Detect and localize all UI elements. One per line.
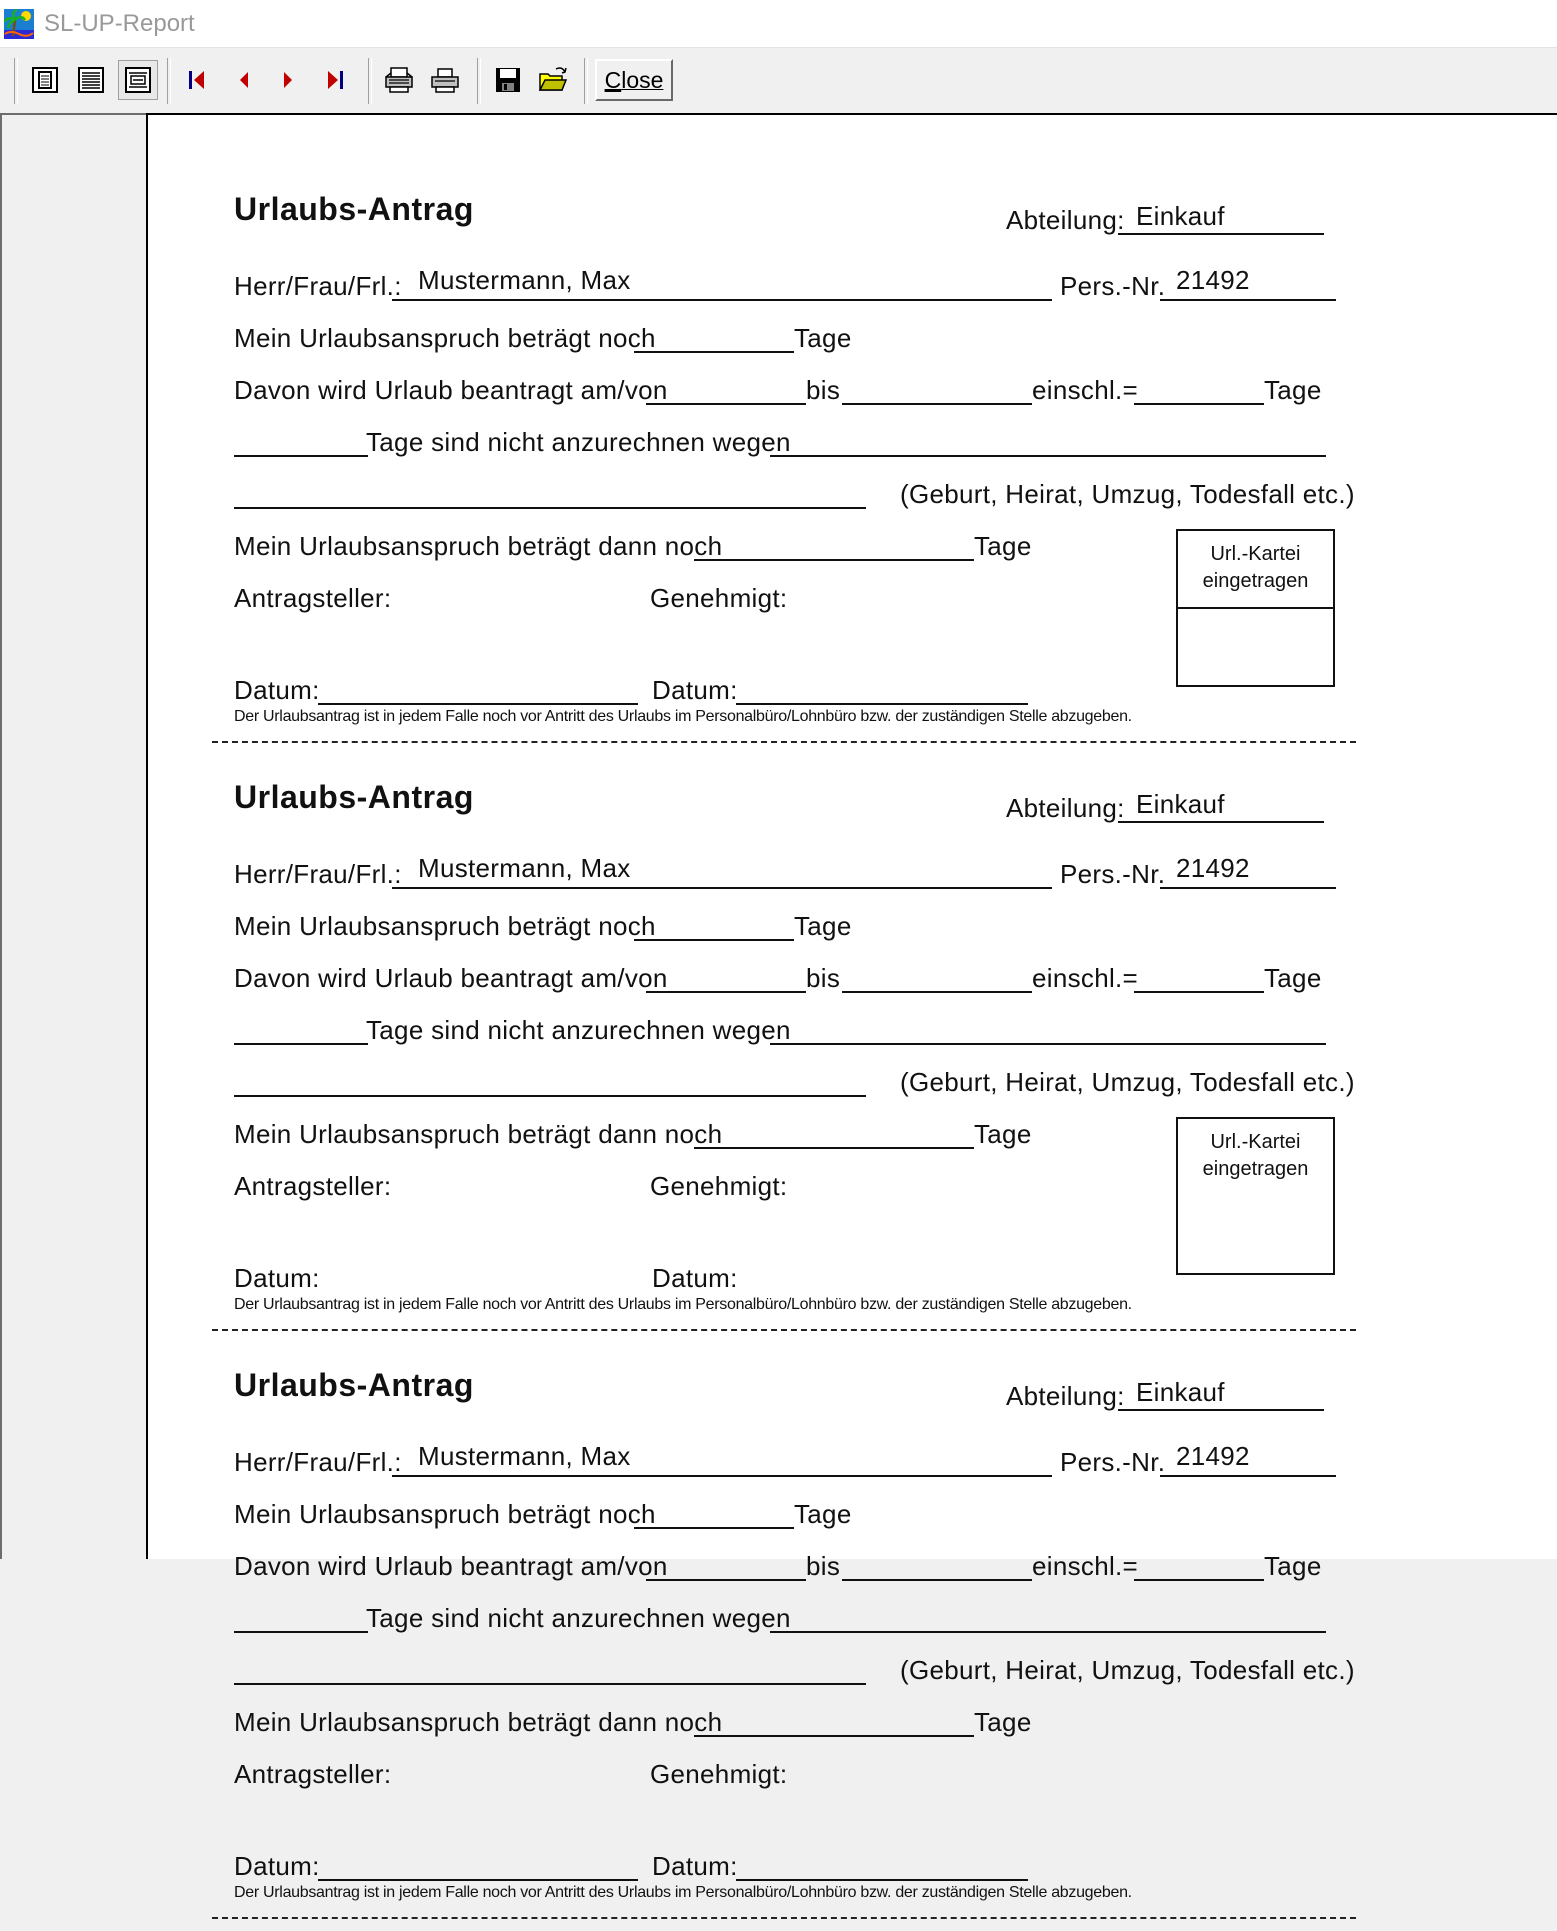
anspruch-line — [634, 351, 794, 353]
bis-line — [842, 1579, 1032, 1581]
save-icon — [494, 66, 522, 94]
app-palm-icon — [3, 8, 35, 40]
reason-line — [234, 1095, 866, 1097]
toolbar-separator — [584, 58, 588, 104]
urlaubs-antrag-form — [148, 115, 1557, 755]
datum-genehmigt-line — [736, 1879, 1028, 1881]
tage-label: Tage — [1264, 375, 1322, 405]
wegen-line — [770, 1043, 1326, 1045]
urlaubs-antrag-form — [148, 1291, 1557, 1931]
toolbar-separator — [368, 58, 372, 104]
persnr-value: 21492 — [1176, 853, 1250, 883]
toolbar-separator — [477, 58, 481, 104]
previous-page-icon — [231, 67, 257, 93]
tage-label: Tage — [1264, 963, 1322, 993]
whole-page-view-icon — [30, 65, 60, 95]
persnr-line — [1160, 887, 1336, 889]
print-icon — [429, 65, 461, 95]
anspruch-dann-label: Mein Urlaubsanspruch beträgt dann noch — [234, 531, 723, 561]
datum-label: Datum: — [234, 1263, 320, 1293]
reason-examples-note: (Geburt, Heirat, Umzug, Todesfall etc.) — [900, 1655, 1355, 1685]
previous-page-button[interactable] — [224, 60, 264, 100]
anspruch-dann-line — [694, 559, 974, 561]
tage-label: Tage — [794, 911, 852, 941]
reason-examples-note: (Geburt, Heirat, Umzug, Todesfall etc.) — [900, 1067, 1355, 1097]
anspruch-dann-line — [694, 1735, 974, 1737]
anspruch-line — [634, 939, 794, 941]
last-page-button[interactable] — [315, 60, 355, 100]
report-page — [146, 113, 1557, 1901]
abteilung-label: Abteilung: — [1006, 205, 1125, 235]
toolbar-separator — [167, 58, 171, 104]
bis-line — [842, 991, 1032, 993]
datum-label: Datum: — [652, 1263, 738, 1293]
persnr-line — [1160, 1475, 1336, 1477]
name-label: Herr/Frau/Frl.: — [234, 859, 402, 889]
toolbar-separator — [14, 58, 18, 104]
url-kartei-caption-line1: Url.-Kartei — [1210, 543, 1301, 565]
save-button[interactable] — [488, 60, 528, 100]
anspruch-dann-line — [694, 1147, 974, 1149]
einschl-label: einschl.= — [1032, 375, 1139, 405]
whole-page-view-button[interactable] — [25, 60, 65, 100]
name-value: Mustermann, Max — [418, 265, 631, 295]
next-page-icon — [275, 67, 301, 93]
url-kartei-box — [1176, 529, 1335, 687]
name-line — [392, 887, 1052, 889]
nicht-anzurechnen-label: Tage sind nicht anzurechnen wegen — [366, 1015, 791, 1045]
nicht-anzurechnen-days-line — [234, 455, 368, 457]
printer-setup-icon — [383, 65, 415, 95]
persnr-label: Pers.-Nr. — [1060, 271, 1166, 301]
nicht-anzurechnen-label: Tage sind nicht anzurechnen wegen — [366, 427, 791, 457]
name-line — [392, 1475, 1052, 1477]
title-bar — [0, 0, 1557, 47]
open-button[interactable] — [533, 60, 573, 100]
print-button[interactable] — [425, 60, 465, 100]
last-page-icon — [322, 67, 348, 93]
datum-label: Datum: — [234, 1851, 320, 1881]
abteilung-value: Einkauf — [1136, 201, 1225, 231]
form-heading: Urlaubs-Antrag — [234, 191, 474, 227]
toolbar — [0, 47, 1557, 114]
anspruch-dann-label: Mein Urlaubsanspruch beträgt dann noch — [234, 1119, 723, 1149]
datum-antragsteller-line — [318, 1879, 638, 1881]
nicht-anzurechnen-days-line — [234, 1043, 368, 1045]
einschl-label: einschl.= — [1032, 1551, 1139, 1581]
einschl-line — [1134, 1579, 1264, 1581]
form-heading: Urlaubs-Antrag — [234, 1367, 474, 1403]
reason-examples-note: (Geburt, Heirat, Umzug, Todesfall etc.) — [900, 479, 1355, 509]
footer-note: Der Urlaubsantrag ist in jedem Falle noch vor Antritt des Urlaubs im Personalbüro/Lohnbüro bzw. der zuständigen Stelle abzugeben. — [234, 1884, 1132, 1901]
first-page-button[interactable] — [177, 60, 217, 100]
name-value: Mustermann, Max — [418, 1441, 631, 1471]
form-heading: Urlaubs-Antrag — [234, 779, 474, 815]
reason-line — [234, 507, 866, 509]
genehmigt-label: Genehmigt: — [650, 583, 788, 613]
reason-line — [234, 1683, 866, 1685]
window-title: SL-UP-Report — [44, 10, 195, 37]
tage-label: Tage — [974, 1119, 1032, 1149]
persnr-value: 21492 — [1176, 265, 1250, 295]
bis-line — [842, 403, 1032, 405]
anspruch-line — [634, 1527, 794, 1529]
zoom-view-icon — [123, 65, 153, 95]
einschl-label: einschl.= — [1032, 963, 1139, 993]
cut-line — [212, 1917, 1356, 1919]
tage-label: Tage — [1264, 1551, 1322, 1581]
tage-label: Tage — [794, 1499, 852, 1529]
url-kartei-box — [1176, 1117, 1335, 1275]
bis-label: bis — [806, 963, 841, 993]
abteilung-line — [1118, 1409, 1324, 1411]
persnr-label: Pers.-Nr. — [1060, 1447, 1166, 1477]
anspruch-label: Mein Urlaubsanspruch beträgt noch — [234, 323, 656, 353]
urlaubs-antrag-form — [148, 703, 1557, 1343]
beantragt-label: Davon wird Urlaub beantragt am/von — [234, 1551, 668, 1581]
wegen-line — [770, 455, 1326, 457]
name-label: Herr/Frau/Frl.: — [234, 271, 402, 301]
nicht-anzurechnen-days-line — [234, 1631, 368, 1633]
name-line — [392, 299, 1052, 301]
bis-label: bis — [806, 1551, 841, 1581]
antragsteller-label: Antragsteller: — [234, 583, 392, 613]
einschl-line — [1134, 991, 1264, 993]
antragsteller-label: Antragsteller: — [234, 1759, 392, 1789]
zoom-view-button[interactable] — [118, 60, 158, 100]
abteilung-line — [1118, 233, 1324, 235]
tage-label: Tage — [794, 323, 852, 353]
antragsteller-label: Antragsteller: — [234, 1171, 392, 1201]
close-button[interactable] — [595, 59, 673, 101]
datum-label: Datum: — [234, 675, 320, 705]
anspruch-label: Mein Urlaubsanspruch beträgt noch — [234, 1499, 656, 1529]
footer-note: Der Urlaubsantrag ist in jedem Falle noch vor Antritt des Urlaubs im Personalbüro/Lohnbüro bzw. der zuständigen Stelle abzugeben. — [234, 1296, 1132, 1313]
von-line — [646, 1579, 806, 1581]
tage-label: Tage — [974, 1707, 1032, 1737]
url-kartei-caption-line1: Url.-Kartei — [1210, 1131, 1301, 1153]
abteilung-value: Einkauf — [1136, 1377, 1225, 1407]
datum-label: Datum: — [652, 675, 738, 705]
abteilung-label: Abteilung: — [1006, 793, 1125, 823]
next-page-button[interactable] — [268, 60, 308, 100]
abteilung-label: Abteilung: — [1006, 1381, 1125, 1411]
page-width-view-button[interactable] — [71, 60, 111, 100]
tage-label: Tage — [974, 531, 1032, 561]
anspruch-dann-label: Mein Urlaubsanspruch beträgt dann noch — [234, 1707, 723, 1737]
von-line — [646, 403, 806, 405]
first-page-icon — [184, 67, 210, 93]
abteilung-line — [1118, 821, 1324, 823]
url-kartei-caption-line2: eingetragen — [1202, 570, 1309, 592]
url-kartei-caption-line2: eingetragen — [1202, 1158, 1309, 1180]
persnr-value: 21492 — [1176, 1441, 1250, 1471]
close-button-label: Close — [604, 66, 664, 93]
printer-setup-button[interactable] — [379, 60, 419, 100]
beantragt-label: Davon wird Urlaub beantragt am/von — [234, 963, 668, 993]
open-icon — [538, 66, 568, 94]
abteilung-value: Einkauf — [1136, 789, 1225, 819]
name-label: Herr/Frau/Frl.: — [234, 1447, 402, 1477]
nicht-anzurechnen-label: Tage sind nicht anzurechnen wegen — [366, 1603, 791, 1633]
anspruch-label: Mein Urlaubsanspruch beträgt noch — [234, 911, 656, 941]
url-kartei-caption — [1178, 1129, 1333, 1183]
von-line — [646, 991, 806, 993]
footer-note: Der Urlaubsantrag ist in jedem Falle noch vor Antritt des Urlaubs im Personalbüro/Lohnbüro bzw. der zuständigen Stelle abzugeben. — [234, 708, 1132, 725]
url-kartei-caption — [1178, 541, 1333, 595]
wegen-line — [770, 1631, 1326, 1633]
einschl-line — [1134, 403, 1264, 405]
persnr-label: Pers.-Nr. — [1060, 859, 1166, 889]
page-width-view-icon — [76, 65, 106, 95]
bis-label: bis — [806, 375, 841, 405]
genehmigt-label: Genehmigt: — [650, 1759, 788, 1789]
beantragt-label: Davon wird Urlaub beantragt am/von — [234, 375, 668, 405]
url-kartei-divider — [1178, 607, 1333, 609]
genehmigt-label: Genehmigt: — [650, 1171, 788, 1201]
name-value: Mustermann, Max — [418, 853, 631, 883]
persnr-line — [1160, 299, 1336, 301]
datum-label: Datum: — [652, 1851, 738, 1881]
